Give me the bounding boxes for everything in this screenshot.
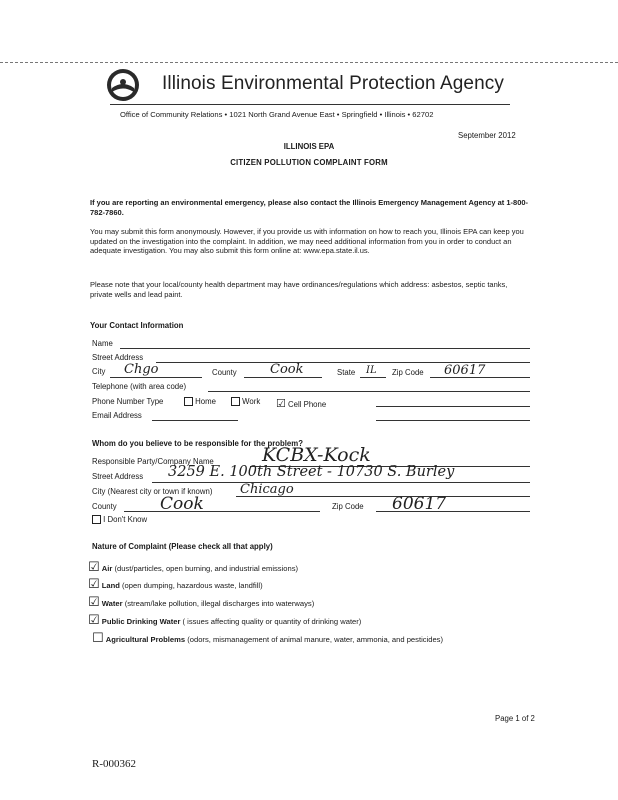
telephone-label: Telephone (with area code) xyxy=(92,382,187,391)
drinking-water-label: Public Drinking Water xyxy=(101,617,181,626)
top-border xyxy=(0,62,618,63)
work-label: Work xyxy=(242,397,261,406)
agency-name: Illinois Environmental Protection Agency xyxy=(162,73,504,94)
email-field-right[interactable] xyxy=(376,420,530,421)
city-value: Chgo xyxy=(124,362,159,377)
phone-type-line xyxy=(376,406,530,407)
responsible-street-field[interactable] xyxy=(152,482,530,483)
nature-item-land[interactable] xyxy=(88,577,263,592)
land-checkbox-icon[interactable]: ☑ xyxy=(88,577,100,592)
responsible-street-label: Street Address xyxy=(92,472,144,481)
page-number: Page 1 of 2 xyxy=(495,714,535,723)
name-field[interactable] xyxy=(120,348,530,349)
state-label: State xyxy=(337,368,356,377)
dont-know-checkbox[interactable] xyxy=(92,515,101,524)
zip-label: Zip Code xyxy=(392,368,424,377)
zip-value: 60617 xyxy=(444,363,486,378)
phone-type-cell[interactable] xyxy=(276,397,326,410)
nature-item-agricultural[interactable] xyxy=(92,631,443,646)
land-label: Land xyxy=(101,581,120,590)
street-label: Street Address xyxy=(92,353,144,362)
county-field[interactable] xyxy=(244,377,322,378)
nature-item-water[interactable] xyxy=(88,595,314,610)
form-title-line1: ILLINOIS EPA xyxy=(283,142,335,151)
contact-heading: Your Contact Information xyxy=(90,321,184,330)
emergency-notice: If you are reporting an environmental emergency, please also contact the Illinois Emergency Management Agency at 1-800-782-7860. xyxy=(90,198,529,217)
air-description: (dust/particles, open burning, and industrial emissions) xyxy=(112,564,299,573)
home-checkbox[interactable] xyxy=(184,397,193,406)
phone-type-home[interactable] xyxy=(184,397,216,406)
responsible-city-value: Chicago xyxy=(240,482,294,497)
cell-checkbox-checked-icon[interactable]: ☑ xyxy=(276,397,286,410)
drinking-water-checkbox-icon[interactable]: ☑ xyxy=(88,613,100,628)
phone-type-work[interactable] xyxy=(231,397,260,406)
water-checkbox-icon[interactable]: ☑ xyxy=(88,595,100,610)
water-label: Water xyxy=(101,599,123,608)
state-field[interactable] xyxy=(360,377,386,378)
agricultural-label: Agricultural Problems xyxy=(105,635,186,644)
water-description: (stream/lake pollution, illegal discharges into waterways) xyxy=(122,599,315,608)
responsible-zip-value: 60617 xyxy=(392,494,447,514)
name-label: Name xyxy=(92,339,113,348)
home-label: Home xyxy=(195,397,216,406)
county-value: Cook xyxy=(270,362,304,377)
responsible-party-value: KCBX-Kock xyxy=(262,444,371,466)
air-checkbox-icon[interactable]: ☑ xyxy=(88,560,100,575)
form-title-line2: CITIZEN POLLUTION COMPLAINT FORM xyxy=(230,158,388,167)
bates-number: R-000362 xyxy=(92,758,136,770)
drinking-water-description: ( issues affecting quality or quantity of drinking water) xyxy=(180,617,362,626)
illinois-epa-seal-icon xyxy=(106,68,140,102)
work-checkbox[interactable] xyxy=(231,397,240,406)
email-field-left[interactable] xyxy=(152,420,238,421)
cell-label: Cell Phone xyxy=(288,400,327,409)
dont-know-label: I Don't Know xyxy=(103,515,148,524)
responsible-city-label: City (Nearest city or town if known) xyxy=(92,487,213,496)
agency-address: Office of Community Relations • 1021 North Grand Avenue East • Springfield • Illinois • 62702 xyxy=(120,110,434,119)
city-label: City xyxy=(92,367,106,376)
header-rule xyxy=(110,104,510,105)
dont-know-option[interactable] xyxy=(92,515,147,524)
nature-item-drinking-water[interactable] xyxy=(88,613,361,628)
air-label: Air xyxy=(101,564,113,573)
city-field[interactable] xyxy=(110,377,202,378)
agricultural-checkbox-icon[interactable]: ☐ xyxy=(92,631,104,646)
nature-heading: Nature of Complaint (Please check all that apply) xyxy=(92,542,273,551)
land-description: (open dumping, hazardous waste, landfill) xyxy=(119,581,263,590)
responsible-heading: Whom do you believe to be responsible for the problem? xyxy=(92,439,303,448)
responsible-county-value: Cook xyxy=(160,494,204,514)
responsible-county-label: County xyxy=(92,502,117,511)
state-value: IL xyxy=(366,365,377,376)
responsible-party-label: Responsible Party/Company Name xyxy=(92,457,214,466)
responsible-county-field[interactable] xyxy=(124,511,320,512)
county-label: County xyxy=(212,368,237,377)
responsible-zip-label: Zip Code xyxy=(332,502,364,511)
email-label: Email Address xyxy=(92,411,142,420)
telephone-field[interactable] xyxy=(208,391,530,392)
anonymous-notice: You may submit this form anonymously. However, if you provide us with information on how to reach you, Illinois EPA can keep you updated on the investigation into the complaint. In addition, we may need additional information from you in order to conduct an adequate investigation. You may also submit this form online at: www.epa.state.il.us. xyxy=(90,227,524,256)
health-department-note: Please note that your local/county health department may have ordinances/regulations which address: asbestos, septic tanks, private wells and lead paint. xyxy=(90,280,508,299)
responsible-street-value: 3259 E. 100th Street - 10730 S. Burley xyxy=(168,464,455,480)
form-date: September 2012 xyxy=(458,131,516,140)
agricultural-description: (odors, mismanagement of animal manure, water, ammonia, and pesticides) xyxy=(185,635,444,644)
phone-type-label: Phone Number Type xyxy=(92,397,164,406)
nature-item-air[interactable] xyxy=(88,560,298,575)
